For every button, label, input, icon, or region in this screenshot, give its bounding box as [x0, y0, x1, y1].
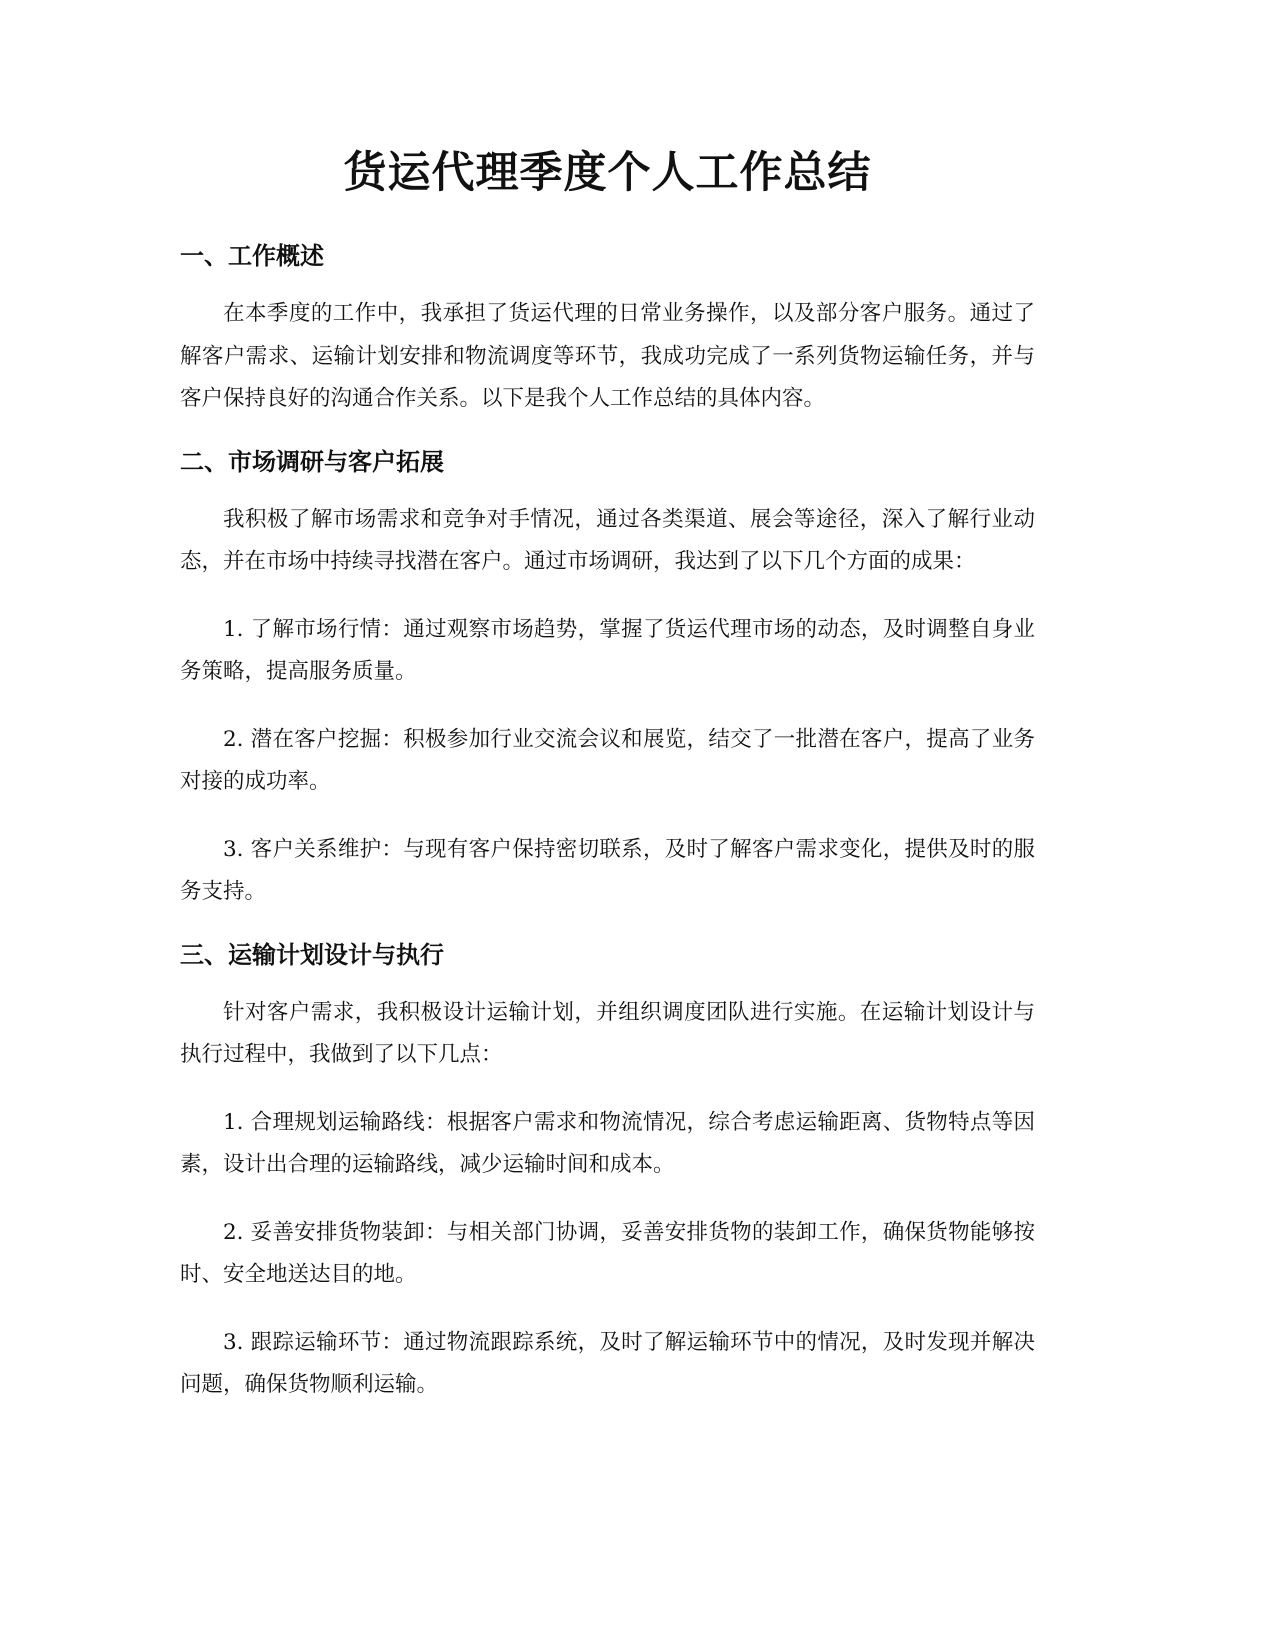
list-item: 3. 客户关系维护：与现有客户保持密切联系，及时了解客户需求变化，提供及时的服务支持。: [180, 836, 1035, 904]
document-title: 货运代理季度个人工作总结: [343, 148, 872, 198]
section-transport-planning: [180, 938, 1035, 1407]
paragraph: 在本季度的工作中，我承担了货运代理的日常业务操作，以及部分客户服务。通过了解客户需求、运输计划安排和物流调度等环节，我成功完成了一系列货物运输任务，并与客户保持良好的沟通合作关系。以下是我个人工作总结的具体内容。: [180, 301, 1035, 411]
list-item: 2. 潜在客户挖掘：积极参加行业交流会议和展览，结交了一批潜在客户，提高了业务对接的成功率。: [180, 726, 1035, 794]
paragraph: 我积极了解市场需求和竞争对手情况，通过各类渠道、展会等途径，深入了解行业动态，并在市场中持续寻找潜在客户。通过市场调研，我达到了以下几个方面的成果：: [180, 506, 1035, 574]
section-market-research: [180, 445, 1035, 914]
section-heading: 二、市场调研与客户拓展: [180, 447, 444, 476]
section-work-overview: [180, 239, 1035, 421]
document-body: [180, 140, 1035, 1432]
list-item: 1. 了解市场行情：通过观察市场趋势，掌握了货运代理市场的动态，及时调整自身业务策略，提高服务质量。: [180, 616, 1035, 684]
list-item: 3. 跟踪运输环节：通过物流跟踪系统，及时了解运输环节中的情况，及时发现并解决问题，确保货物顺利运输。: [180, 1329, 1035, 1397]
section-heading: 一、工作概述: [180, 242, 324, 270]
section-heading: 三、运输计划设计与执行: [180, 940, 444, 969]
list-item: 2. 妥善安排货物装卸：与相关部门协调，妥善安排货物的装卸工作，确保货物能够按时、安全地送达目的地。: [180, 1219, 1035, 1287]
paragraph: 针对客户需求，我积极设计运输计划，并组织调度团队进行实施。在运输计划设计与执行过程中，我做到了以下几点：: [180, 999, 1035, 1067]
list-item: 1. 合理规划运输路线：根据客户需求和物流情况，综合考虑运输距离、货物特点等因素，设计出合理的运输路线，减少运输时间和成本。: [180, 1109, 1035, 1177]
